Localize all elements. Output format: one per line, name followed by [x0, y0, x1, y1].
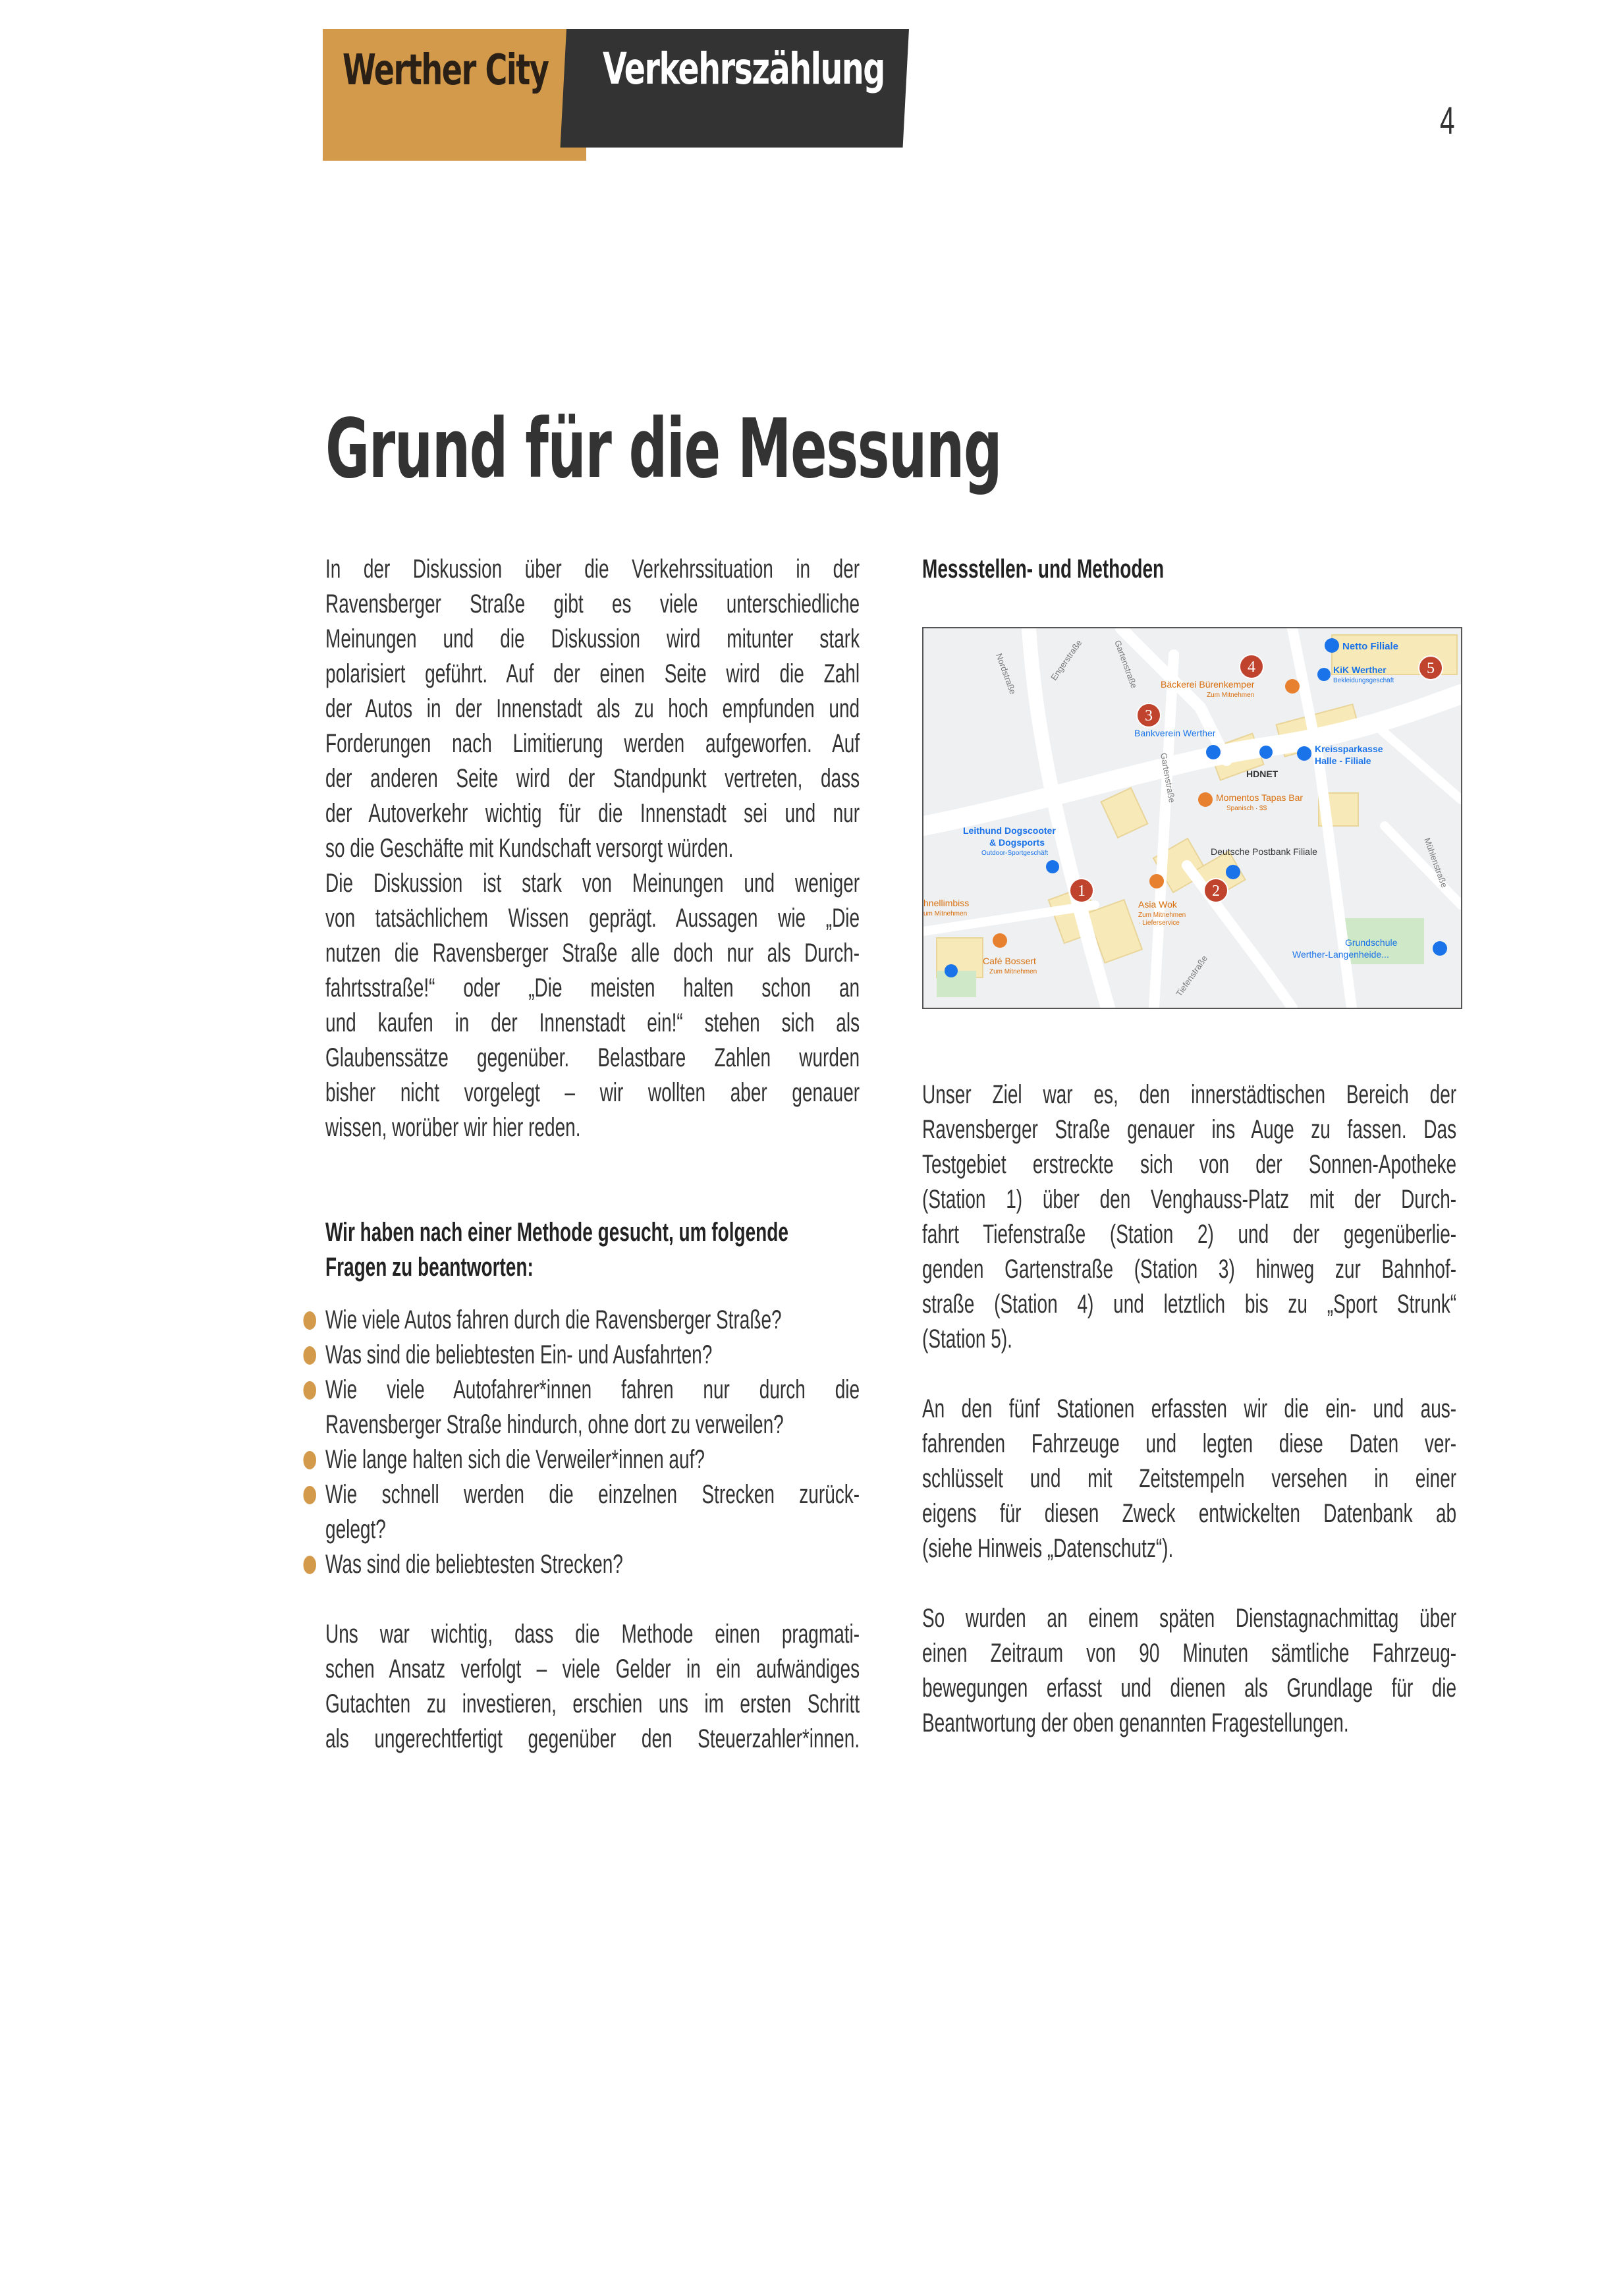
question-item: [325, 1477, 860, 1547]
para3-line: So wurden an einem späten Dienstagnachmittag über: [922, 1604, 1457, 1633]
parking-pin-icon: [945, 964, 958, 977]
station-1-number: 1: [1078, 883, 1086, 900]
question-text: Was sind die beliebtesten Ein- und Ausfahrten?: [325, 1340, 713, 1369]
para3-line: bewegungen erfasst und dienen als Grundlage für die: [922, 1674, 1457, 1703]
question-text: Wie lange halten sich die Verweiler*innen auf?: [325, 1445, 705, 1474]
hdnet-pin-icon: [1259, 746, 1273, 759]
intro-line: der anderen Seite wird der Standpunkt vertreten, dass: [325, 764, 860, 793]
postbank-label: Deutsche Postbank Filiale: [1211, 846, 1317, 857]
closing-line: Uns war wichtig, dass die Methode einen pragmati-: [325, 1620, 860, 1649]
bullet-dot-icon: [303, 1451, 316, 1469]
hdnet-label: HDNET: [1246, 769, 1279, 779]
intro-line: der Autos in der Innenstadt als zu hoch empfunden und: [325, 694, 860, 723]
street-label: Engerstraße: [1049, 638, 1084, 682]
momentos-label: Momentos Tapas Bar: [1216, 792, 1304, 803]
question-item: [325, 1303, 860, 1338]
intro-paragraph: [325, 552, 860, 1757]
closing-line: schen Ansatz verfolgt – viele Gelder in ein aufwändiges: [325, 1654, 860, 1683]
bullet-dot-icon: [303, 1311, 316, 1330]
para1-line: Ravensberger Straße genauer ins Auge zu fassen. Das: [922, 1115, 1457, 1144]
asia-label: Asia Wok: [1138, 899, 1177, 910]
question-item: [325, 1373, 860, 1442]
station-map: [922, 627, 1462, 1009]
netto-pin-icon: [1325, 638, 1339, 653]
header-brand: Werther City: [343, 46, 549, 95]
header-section: Verkehrszählung: [603, 43, 885, 94]
question-text: Wie schnell werden die einzelnen Strecken zurück-: [325, 1480, 860, 1509]
kreis-pin-icon: [1297, 746, 1311, 761]
intro-line: In der Diskussion über die Verkehrssituation in der: [325, 555, 860, 584]
intro-line: bisher nicht vorgelegt – wir wollten aber genauer: [325, 1078, 860, 1107]
street-label: Nordstraße: [994, 651, 1018, 696]
imbiss-sublabel: um Mitnehmen: [923, 910, 968, 917]
baecker-label: Bäckerei Bürenkemper: [1161, 679, 1255, 690]
intro-line: Forderungen nach Limitierung werden aufgeworfen. Auf: [325, 729, 860, 758]
intro-line: nutzen die Ravensberger Straße alle doch nur als Durch-: [325, 939, 860, 968]
bankverein-label: Bankverein Werther: [1134, 728, 1216, 738]
para2-line: schlüsselt und mit Zeitstempeln versehen in einer: [922, 1464, 1457, 1493]
para2-line: fahrenden Fahrzeuge und legten diese Daten ver-: [922, 1429, 1457, 1458]
schule-pin-icon: [1433, 941, 1447, 956]
question-item: [325, 1338, 860, 1373]
questions-heading: Fragen zu beantworten:: [325, 1253, 534, 1282]
station-5-number: 5: [1427, 660, 1435, 677]
leithund-label2: & Dogsports: [989, 837, 1045, 848]
intro-line: Glaubenssätze gegenüber. Belastbare Zahlen wurden: [325, 1043, 860, 1072]
question-text: Wie viele Autofahrer*innen fahren nur durch die: [325, 1375, 860, 1404]
leithund-label: Leithund Dogscooter: [963, 825, 1056, 836]
street-label: Tiefenstraße: [1174, 953, 1210, 998]
intro-line: Die Diskussion ist stark von Meinungen und weniger: [325, 869, 860, 898]
street-label: Mühlenstraße: [1422, 836, 1450, 889]
kik-sublabel: Bekleidungsgeschäft: [1333, 677, 1394, 684]
intro-line: fahrtsstraße!“ oder „Die meisten halten schon an: [325, 973, 860, 1002]
schule-label2: Werther-Langenheide...: [1292, 949, 1389, 960]
bullet-dot-icon: [303, 1381, 316, 1400]
para1-line: Unser Ziel war es, den innerstädtischen Bereich der: [922, 1080, 1457, 1109]
station-4-number: 4: [1248, 659, 1255, 676]
question-text: Was sind die beliebtesten Strecken?: [325, 1550, 623, 1579]
bullet-dot-icon: [303, 1346, 316, 1365]
para1-line: genden Gartenstraße (Station 3) hinweg zur Bahnhof-: [922, 1255, 1457, 1284]
kik-label: KiK Werther: [1333, 665, 1387, 675]
para1-line: (Station 5).: [922, 1325, 1012, 1353]
intro-line: so die Geschäfte mit Kundschaft versorgt würden.: [325, 834, 734, 863]
para3-line: einen Zeitraum von 90 Minuten sämtliche Fahrzeug-: [922, 1639, 1457, 1668]
para2-line: An den fünf Stationen erfassten wir die ein- und aus-: [922, 1394, 1457, 1423]
cafe-sublabel: Zum Mitnehmen: [989, 968, 1037, 975]
right-body: [922, 1078, 1460, 1741]
intro-line: Ravensberger Straße gibt es viele unterschiedliche: [325, 589, 860, 618]
left-column: [325, 552, 863, 1757]
intro-line: polarisiert geführt. Auf der einen Seite wird die Zahl: [325, 659, 860, 688]
street-label: Gartenstraße: [1113, 638, 1140, 690]
right-heading-wrap: [922, 552, 1460, 587]
kreis-label2: Halle - Filiale: [1315, 755, 1371, 766]
page-number: 4: [1440, 99, 1455, 142]
question-text: gelegt?: [325, 1515, 386, 1544]
bullet-dot-icon: [303, 1556, 316, 1574]
leithund-pin-icon: [1046, 860, 1059, 873]
para1-line: (Station 1) über den Venghauss-Platz mit der Durch-: [922, 1185, 1457, 1214]
momentos-sublabel: Spanisch · $$: [1226, 805, 1267, 812]
cafe-pin-icon: [993, 933, 1007, 948]
postbank-pin-icon: [1226, 865, 1240, 879]
asia-sublabel1: Zum Mitnehmen: [1138, 912, 1186, 919]
momentos-pin-icon: [1198, 792, 1213, 807]
intro-line: wissen, worüber wir hier reden.: [325, 1113, 581, 1142]
closing-line: als ungerechtfertigt gegenüber den Steuerzahler*innen.: [325, 1724, 860, 1753]
intro-line: Meinungen und die Diskussion wird mitunter stark: [325, 624, 860, 653]
methods-heading: Messstellen- und Methoden: [922, 555, 1165, 584]
question-item: [325, 1547, 860, 1582]
leithund-sublabel: Outdoor-Sportgeschäft: [981, 850, 1049, 857]
para3-line: Beantwortung der oben genannten Fragestellungen.: [922, 1708, 1349, 1737]
baecker-sublabel: Zum Mitnehmen: [1207, 692, 1255, 699]
schule-label: Grundschule: [1345, 937, 1398, 948]
para2-line: (siehe Hinweis „Datenschutz“).: [922, 1534, 1174, 1563]
bankverein-pin-icon: [1206, 745, 1221, 759]
kik-pin-icon: [1317, 668, 1331, 681]
para1-line: straße (Station 4) und letztlich bis zu „Sport Strunk“: [922, 1290, 1457, 1319]
question-text: Wie viele Autos fahren durch die Ravensberger Straße?: [325, 1305, 782, 1334]
asia-sublabel2: · Lieferservice: [1138, 919, 1180, 927]
page-title: Grund für die Messung: [325, 402, 1002, 497]
imbiss-label: hnellimbiss: [923, 898, 970, 908]
para2-line: eigens für diesen Zweck entwickelten Datenbank ab: [922, 1499, 1457, 1528]
closing-line: Gutachten zu investieren, erschien uns im ersten Schritt: [325, 1689, 860, 1718]
question-item: [325, 1442, 860, 1477]
intro-line: von tatsächlichem Wissen geprägt. Aussagen wie „Die: [325, 904, 860, 933]
bullet-dot-icon: [303, 1486, 316, 1504]
intro-line: der Autoverkehr wichtig für die Innenstadt sei und nur: [325, 799, 860, 828]
asia-pin-icon: [1149, 874, 1164, 888]
station-3-number: 3: [1145, 707, 1153, 724]
question-text: Ravensberger Straße hindurch, ohne dort zu verweilen?: [325, 1410, 784, 1439]
cafe-label: Café Bossert: [983, 956, 1036, 966]
station-2-number: 2: [1212, 883, 1220, 900]
street-label: Gartenstraße: [1159, 752, 1178, 804]
para1-line: fahrt Tiefenstraße (Station 2) und der gegenüberlie-: [922, 1220, 1457, 1249]
questions-heading: Wir haben nach einer Methode gesucht, um folgende: [325, 1218, 788, 1247]
para1-line: Testgebiet erstreckte sich von der Sonnen-Apotheke: [922, 1150, 1457, 1179]
intro-line: und kaufen in der Innenstadt ein!“ stehen sich als: [325, 1008, 860, 1037]
kreis-label: Kreissparkasse: [1315, 744, 1383, 754]
baecker-pin-icon: [1285, 679, 1300, 694]
netto-label: Netto Filiale: [1342, 641, 1399, 652]
